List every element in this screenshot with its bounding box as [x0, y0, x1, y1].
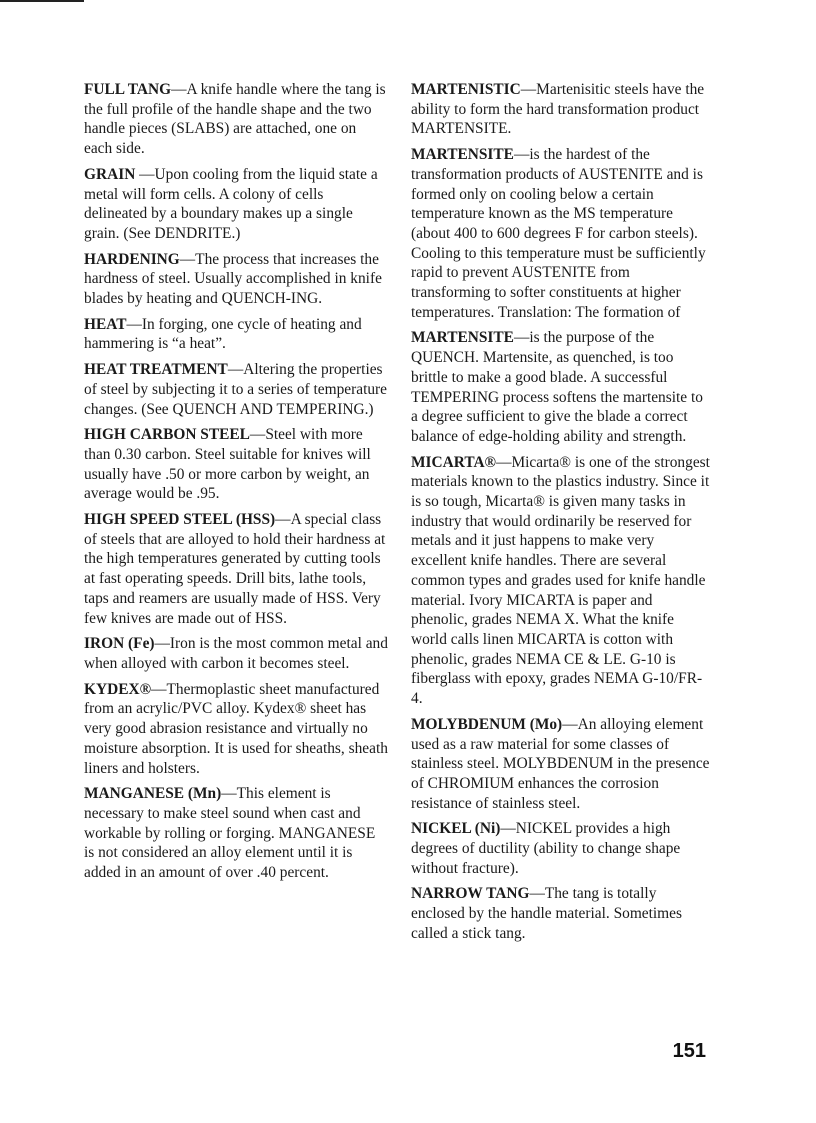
entry-definition: —Micarta® is one of the strongest materials known to the plastics industry. Since it is so tough, Micarta® is given many tasks in industry that would ordinarily be reserved for metals and it just happens to make very excellent knife handles. There are several common types and grades used for knife handle material. Ivory MICARTA is paper and phenolic, grades NEMA X. What the knife world calls linen MICARTA is cotton with phenolic, grades NEMA CE & LE. G-10 is fiberglass with epoxy, grades NEMA G-10/FR-4. — [411, 453, 710, 708]
entry-definition: —Iron is the most common metal and when alloyed with carbon it becomes steel. — [84, 635, 388, 672]
page-number: 151 — [672, 1040, 706, 1062]
entry-definition: —Thermoplastic sheet manufactured from an acrylic/PVC alloy. Kydex® sheet has very good abrasion resistance and virtually no moisture absorption. It is used for sheaths, sheath liners and holsters. — [84, 680, 388, 777]
entry-definition: —A knife handle where the tang is the full profile of the handle shape and the two handle pieces (SLABS) are attached, one on each side. — [84, 81, 386, 158]
entry-definition: —The process that increases the hardness of steel. Usually accomplished in knife blades by heating and QUENCH-ING. — [84, 250, 382, 308]
glossary-entry — [411, 145, 711, 322]
entry-definition: —This element is necessary to make steel sound when cast and workable by rolling or forging. MANGANESE is not considered an alloy element until it is added in an amount of over .40 percent. — [84, 785, 376, 882]
entry-term: HIGH SPEED STEEL (HSS) — [84, 511, 276, 529]
entry-definition: —Martenisitic steels have the ability to form the hard transformation product MARTENSITE. — [411, 81, 705, 138]
entry-term: FULL TANG — [84, 81, 172, 98]
entry-term: MOLYBDENUM (Mo) — [411, 715, 563, 733]
glossary-entry — [411, 884, 711, 943]
entry-definition: —is the hardest of the transformation products of AUSTENITE and is formed only on cooling below a certain temperature known as the MS temperature (about 400 to 600 degrees F for carbon steels). Cooling to this temperature must be sufficiently rapid to prevent AUSTENITE from transforming to softer constituents at higher temperatures. Translation: The formation of — [411, 146, 706, 321]
entry-definition: —Upon cooling from the liquid state a metal will form cells. A colony of cells delineated by a boundary makes up a single grain. (See DENDRITE.) — [84, 165, 378, 242]
glossary-entry — [84, 425, 388, 504]
entry-term: NARROW TANG — [411, 885, 530, 903]
glossary-entry — [84, 510, 388, 628]
glossary-entry — [84, 784, 388, 883]
entry-term: MICARTA® — [411, 453, 497, 471]
glossary-entry — [411, 328, 711, 446]
glossary-entry — [84, 315, 388, 354]
entry-term: MANGANESE (Mn) — [84, 785, 222, 803]
entry-definition: —The tang is totally enclosed by the handle material. Sometimes called a stick tang. — [411, 885, 682, 942]
entry-term: HIGH CARBON STEEL — [84, 426, 250, 444]
top-rule — [0, 0, 84, 2]
glossary-entry — [411, 453, 711, 709]
entry-term: GRAIN — [84, 165, 136, 183]
glossary-entry — [84, 680, 388, 779]
left-column — [84, 80, 388, 889]
glossary-entry — [84, 250, 388, 309]
entry-definition: —In forging, one cycle of heating and hammering is “a heat”. — [84, 315, 362, 353]
entry-definition: —A special class of steels that are alloyed to hold their hardness at the high temperatures generated by cutting tools at fast operating speeds. Drill bits, lathe tools, taps and reamers are usually made of HSS. Very few knives are made out of HSS. — [84, 511, 386, 627]
entry-term: HARDENING — [84, 250, 180, 268]
glossary-entry — [411, 80, 711, 139]
entry-term: IRON (Fe) — [84, 635, 155, 653]
entry-definition: —An alloying element used as a raw material for some classes of stainless steel. MOLYBDENUM in the presence of CHROMIUM enhances the corrosion resistance of stainless steel. — [411, 715, 710, 812]
entry-definition: —is the purpose of the QUENCH. Martensite, as quenched, is too brittle to make a good blade. A successful TEMPERING process softens the martensite to a degree sufficient to give the blade a correct balance of edge-holding ability and strength. — [411, 329, 703, 445]
glossary-entry — [411, 715, 711, 814]
glossary-entry — [84, 80, 388, 159]
entry-term: NICKEL (Ni) — [411, 820, 501, 838]
entry-definition: —NICKEL provides a high degrees of ductility (ability to change shape without fracture). — [411, 820, 681, 877]
glossary-entry — [411, 819, 711, 878]
entry-definition: —Altering the properties of steel by subjecting it to a series of temperature changes. (See QUENCH AND TEMPERING.) — [84, 361, 388, 418]
entry-term: HEAT — [84, 315, 127, 333]
entry-definition: —Steel with more than 0.30 carbon. Steel suitable for knives will usually have .50 or more carbon by weight, an average would be .95. — [84, 426, 371, 503]
right-column — [411, 80, 711, 950]
entry-term: MARTENSITE — [411, 329, 514, 347]
glossary-entry — [84, 360, 388, 419]
glossary-entry — [84, 634, 388, 673]
entry-term: MARTENISTIC — [411, 81, 521, 98]
entry-term: MARTENSITE — [411, 146, 514, 164]
entry-term: HEAT TREATMENT — [84, 361, 228, 379]
glossary-entry — [84, 165, 388, 244]
entry-term: KYDEX® — [84, 680, 152, 698]
